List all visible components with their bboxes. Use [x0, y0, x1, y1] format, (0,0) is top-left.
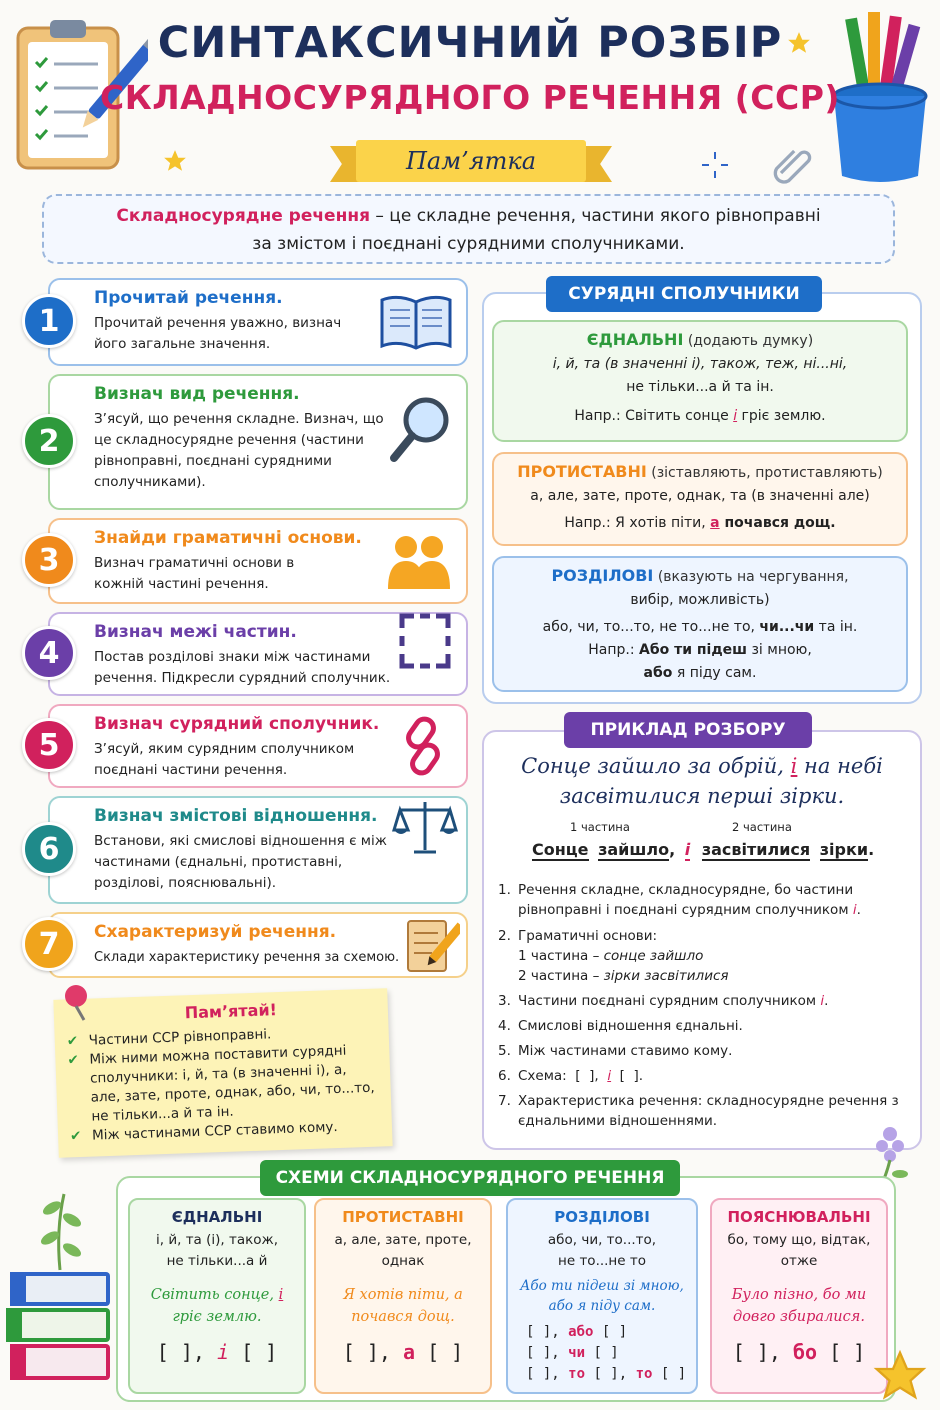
step-number: 6 — [22, 822, 76, 876]
step-title: Визнач межі частин. — [94, 622, 297, 642]
page-title: СИНТАКСИЧНИЙ РОЗБІР — [157, 18, 783, 68]
link-icon — [398, 716, 448, 776]
star-icon — [872, 1348, 928, 1404]
definition-term: Складносурядне речення — [116, 206, 370, 226]
analysis-item: 5. Між частинами ставимо кому. — [498, 1043, 733, 1059]
example-sentence: Сонце зайшло за обрій, і на небі — [521, 754, 883, 778]
conj-group-adversative: ПРОТИСТАВНІ (зіставляють, протиставляють) а, але, зате, проте, однак, та (в значенні але) Напр.: Я хотів піти, а почався дощ. — [492, 452, 908, 546]
step-number: 3 — [22, 533, 76, 587]
step-6 — [38, 796, 468, 904]
conj-group-copulative: ЄДНАЛЬНІ (додають думку) і, й, та (в значенні і), також, теж, ні...ні, не тільки...а й та ін. Напр.: Світить сонце і гріє землю. — [492, 320, 908, 442]
step-3 — [38, 518, 468, 604]
people-icon — [384, 531, 454, 591]
remember-item: ✔ Між частинами ССР ставимо кому. — [69, 1119, 338, 1145]
remember-item: ✔ Між ними можна поставити сурядні сполучники: і, й, та (в значенні і), а, але, зате, проте, однак, або, чи, то...то, не тільки...а й та ін. — [67, 1042, 375, 1125]
example-title: ПРИКЛАД РОЗБОРУ — [564, 712, 812, 748]
analysis-item: 4. Смислові відношення єднальні. — [498, 1018, 743, 1034]
step-text: Встанови, які смислові відношення є між частинами (єднальні, протиставні, розділові, пояснювальні). — [94, 833, 387, 891]
definition-text-2: за змістом і поєднані сурядними сполучниками. — [252, 234, 685, 254]
step-title: Визнач вид речення. — [94, 384, 300, 404]
sparkle-icon — [700, 150, 730, 180]
analysis-item: 2. Граматичні основи: 1 частина – сонце зайшло 2 частина – зірки засвітилися — [498, 928, 729, 984]
parsed-sentence: Сонце зайшло, і засвітилися зірки. — [532, 840, 875, 859]
scales-icon — [392, 796, 458, 856]
step-title: Схарактеризуй речення. — [94, 922, 337, 942]
definition-box — [42, 194, 895, 264]
step-4 — [38, 612, 468, 696]
analysis-item: 3. Частини поєднані сурядним сполучником і. — [498, 993, 829, 1009]
ribbon-label: Пам’ятка — [356, 140, 586, 182]
part2-label: 2 частина — [732, 820, 792, 834]
step-text: Склади характеристику речення за схемою. — [94, 950, 400, 965]
step-number: 7 — [22, 917, 76, 971]
analysis-item: 6. Схема: [ ], і [ ]. — [498, 1068, 644, 1084]
step-7 — [38, 912, 468, 978]
analysis-item: 1. Речення складне, складносурядне, бо частини рівноправні і поєднані сурядним сполучником і. — [498, 882, 861, 918]
star-icon — [162, 148, 188, 174]
step-title: Знайди граматичні основи. — [94, 528, 362, 548]
schemes-title: СХЕМИ СКЛАДНОСУРЯДНОГО РЕЧЕННЯ — [260, 1160, 680, 1196]
step-title: Визнач сурядний сполучник. — [94, 714, 380, 734]
scheme-adversative: ПРОТИСТАВНІ а, але, зате, проте, однак Я хотів піти, а почався дощ. [ ], а [ ] — [314, 1198, 492, 1394]
books-icon — [4, 1180, 116, 1406]
conj-group-disjunctive: РОЗДІЛОВІ (вказують на чергування, вибір, можливість) або, чи, то...то, не то...не то, чи...чи та ін. Напр.: Або ти підеш зі мною, або я піду сам. — [492, 556, 908, 692]
step-text: З’ясуй, яким сурядним сполучником поєднані частини речення. — [94, 741, 355, 778]
step-text: Постав розділові знаки між частинами речення. Підкресли сурядний сполучник. — [94, 649, 391, 686]
example-sentence-2: засвітилися перші зірки. — [559, 784, 845, 808]
remember-title: Пам’ятай! — [184, 1000, 278, 1023]
scheme-explanatory: ПОЯСНЮВАЛЬНІ бо, тому що, відтак, отже Було пізно, бо ми довго збиралися. [ ], бо [ ] — [710, 1198, 888, 1394]
part1-label: 1 частина — [570, 820, 630, 834]
remember-item: ✔ Частини ССР рівноправні. — [66, 1026, 272, 1050]
definition-text: – це складне речення, частини якого рівноправні — [370, 206, 821, 226]
step-title: Визнач змістові відношення. — [94, 806, 378, 826]
step-text: З’ясуй, що речення складне. Визнач, що це складносурядне речення (частини рівноправні, поєднані сурядними сполучниками). — [94, 411, 384, 490]
step-title: Прочитай речення. — [94, 288, 283, 308]
step-number: 2 — [22, 414, 76, 468]
step-number: 1 — [22, 294, 76, 348]
remember-note — [53, 988, 392, 1158]
notepad-icon — [404, 915, 460, 975]
memo-ribbon — [330, 140, 612, 182]
step-number: 5 — [22, 718, 76, 772]
step-5 — [38, 704, 468, 788]
scheme-disjunctive: РОЗДІЛОВІ або, чи, то...то, не то...не то Або ти підеш зі мною, або я піду сам. [ ], або [ ] [ ], чи [ ] [ ], то [ ], то [ ] — [506, 1198, 698, 1394]
step-text: Прочитай речення уважно, визнач його загальне значення. — [94, 315, 342, 352]
step-2 — [38, 374, 468, 510]
step-number: 4 — [22, 626, 76, 680]
page-subtitle: СКЛАДНОСУРЯДНОГО РЕЧЕННЯ (ССР) — [100, 78, 840, 117]
conjunctions-title: СУРЯДНІ СПОЛУЧНИКИ — [546, 276, 822, 312]
pushpin-icon — [58, 982, 98, 1022]
step-1 — [38, 278, 468, 366]
analysis-item: 7. Характеристика речення: складносурядне речення з єднальними відношеннями. — [498, 1093, 899, 1129]
scheme-copulative: ЄДНАЛЬНІ і, й, та (і), також, не тільки...а й Світить сонце, і гріє землю. [ ], і [ ] — [128, 1198, 306, 1394]
book-icon — [378, 290, 454, 354]
analysis-list — [498, 880, 908, 1131]
paperclip-icon — [770, 140, 814, 184]
magnifier-icon — [388, 394, 454, 464]
step-text: Визнач граматичні основи в кожній частині речення. — [94, 555, 295, 592]
selection-icon — [398, 612, 452, 670]
